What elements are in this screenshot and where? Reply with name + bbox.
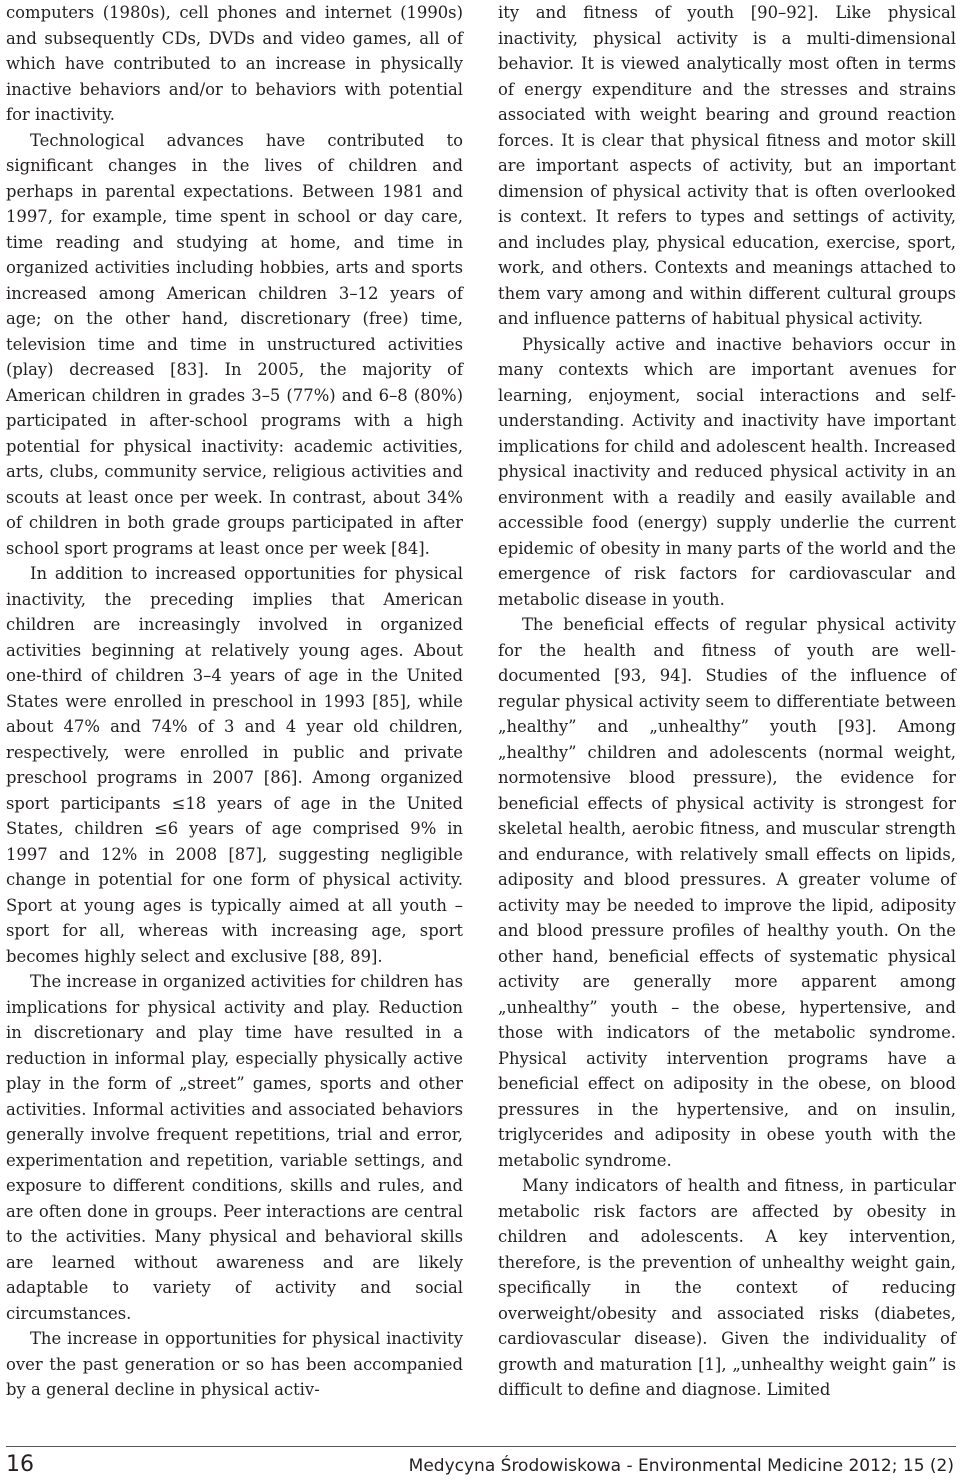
paragraph: The increase in organized activities for children has implications for physical activity and play. Reduction in discretionary and play time have resulted in a reduction in informal play, especially physically active play in the form of „street” games, sports and other activities. Informal activities and associated behaviors generally involve frequent repetitions, trial and error, experimentation and repetition, variable settings, and exposure to different conditions, skills and rules, and are often done in groups. Peer interactions are central to the activities. Many physical and behavioral skills are learned without awareness and are likely adaptable to variety of activity and social circumstances. xyxy=(6,972,463,1323)
paragraph: Physically active and inactive behaviors occur in many contexts which are important avenues for learning, enjoyment, social interactions and self-understanding. Activity and inactivity have important implications for child and adolescent health. Increased physical inactivity and reduced physical activity in an environment with a readily and easily available and accessible food (energy) supply underlie the current epidemic of obesity in many parts of the world and the emergence of risk factors for cardiovascular and metabolic disease in youth. xyxy=(498,334,956,609)
paragraph: computers (1980s), cell phones and internet (1990s) and subsequently CDs, DVDs and video games, all of which have contributed to an increase in physically inactive behaviors and/or to behaviors with potential for inactivity. xyxy=(6,3,463,124)
paragraph: The increase in opportunities for physical inactivity over the past generation or so has been accompanied by a general decline in physical activ- xyxy=(6,1329,463,1399)
paragraph: Many indicators of health and fitness, in particular metabolic risk factors are affected by obesity in children and adolescents. A key intervention, therefore, is the prevention of unhealthy weight gain, specifically in the context of reducing overweight/obesity and associated risks (diabetes, cardiovascular disease). Given the individuality of growth and maturation [1], „unhealthy weight gain” is difficult to define and diagnose. Limited xyxy=(498,1176,956,1399)
left-column xyxy=(6,0,463,1403)
paragraph: ity and fitness of youth [90–92]. Like physical inactivity, physical activity is a multi-dimensional behavior. It is viewed analytically most often in terms of energy expenditure and the stresses and strains associated with weight bearing and ground reaction forces. It is clear that physical fitness and motor skill are important aspects of activity, but an important dimension of physical activity that is often overlooked is context. It refers to types and settings of activity, and includes play, physical education, exercise, sport, work, and others. Contexts and meanings attached to them vary among and within different cultural groups and influence patterns of habitual physical activity. xyxy=(498,3,956,328)
footer-divider xyxy=(6,1446,956,1447)
right-column xyxy=(498,0,956,1403)
paragraph: Technological advances have contributed to significant changes in the lives of children and perhaps in parental expectations. Between 1981 and 1997, for example, time spent in school or day care, time reading and studying at home, and time in organized activities including hobbies, arts and sports increased among American children 3–12 years of age; on the other hand, discretionary (free) time, television time and time in unstructured activities (play) decreased [83]. In 2005, the majority of American children in grades 3–5 (77%) and 6–8 (80%) participated in after-school programs with a high potential for physical inactivity: academic activities, arts, clubs, community service, religious activities and scouts at least once per week. In contrast, about 34% of children in both grade groups participated in after school sport programs at least once per week [84]. xyxy=(6,130,463,558)
paragraph: In addition to increased opportunities for physical inactivity, the preceding implies that American children are increasingly involved in organized activities beginning at relatively young ages. About one-third of children 3–4 years of age in the United States were enrolled in preschool in 1993 [85], while about 47% and 74% of 3 and 4 year old children, respectively, were enrolled in public and private preschool programs in 2007 [86]. Among organized sport participants ≤18 years of age in the United States, children ≤6 years of age comprised 9% in 1997 and 12% in 2008 [87], suggesting negligible change in potential for one form of physical activity. Sport at young ages is typically aimed at all youth – sport for all, whereas with increasing age, sport becomes highly select and exclusive [88, 89]. xyxy=(6,564,463,966)
journal-citation: Medycyna Środowiskowa - Environmental Medicine 2012; 15 (2) xyxy=(408,1456,954,1476)
paragraph: The beneficial effects of regular physical activity for the health and fitness of youth are well-documented [93, 94]. Studies of the influence of regular physical activity seem to differentiate between „healthy” and „unhealthy” youth [93]. Among „healthy” children and adolescents (normal weight, normotensive blood pressure), the evidence for beneficial effects of physical activity is strongest for skeletal health, aerobic fitness, and muscular strength and endurance, with relatively small effects on lipids, adiposity and blood pressures. A greater volume of activity may be needed to improve the lipid, adiposity and blood pressure profiles of healthy youth. On the other hand, beneficial effects of systematic physical activity are generally more apparent among „unhealthy” youth – the obese, hypertensive, and those with indicators of the metabolic syndrome. Physical activity intervention programs have a beneficial effect on adiposity in the obese, on blood pressures in the hypertensive, and on insulin, triglycerides and adiposity in obese youth with the metabolic syndrome. xyxy=(498,615,956,1170)
page-number: 16 xyxy=(6,1452,34,1477)
